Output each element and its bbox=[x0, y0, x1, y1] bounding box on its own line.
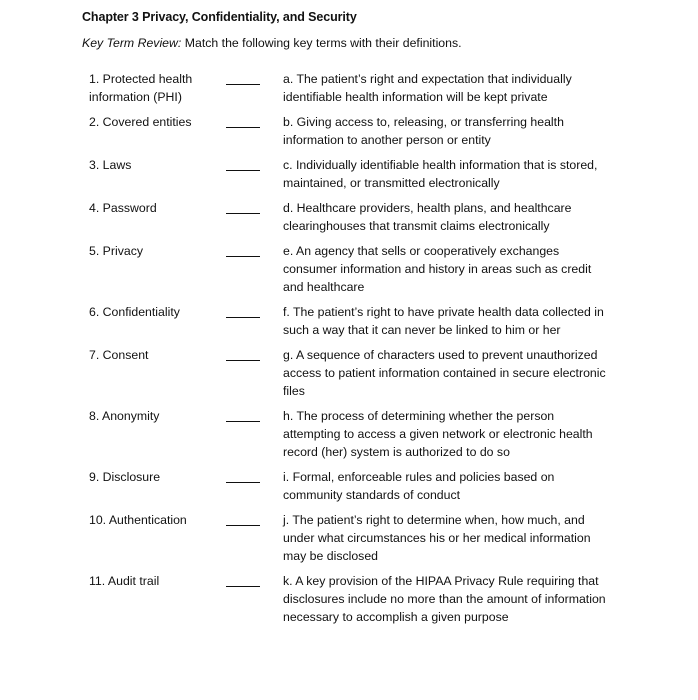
definition-h: h. The process of determining whether the person attempting to access a given network or electronic health record (her) system is authorized to do so bbox=[283, 409, 593, 460]
answer-blank-6[interactable] bbox=[226, 317, 260, 318]
term-11: 11. Audit trail bbox=[89, 574, 160, 588]
term-4: 4. Password bbox=[89, 201, 157, 215]
answer-blank-3[interactable] bbox=[226, 170, 260, 171]
page-title: Chapter 3 Privacy, Confidentiality, and Security bbox=[82, 10, 357, 24]
definition-f: f. The patient’s right to have private health data collected in such a way that it can never be linked to him or her bbox=[283, 305, 604, 338]
answer-blank-8[interactable] bbox=[226, 421, 260, 422]
answer-blank-10[interactable] bbox=[226, 525, 260, 526]
instruction-text: Match the following key terms with their definitions. bbox=[181, 36, 462, 50]
term-5: 5. Privacy bbox=[89, 244, 143, 258]
term-3: 3. Laws bbox=[89, 158, 132, 172]
instruction-label: Key Term Review: bbox=[82, 36, 182, 50]
term-9: 9. Disclosure bbox=[89, 470, 161, 484]
term-8: 8. Anonymity bbox=[89, 409, 160, 423]
term-10: 10. Authentication bbox=[89, 513, 187, 527]
term-7: 7. Consent bbox=[89, 348, 149, 362]
answer-blank-2[interactable] bbox=[226, 127, 260, 128]
term-2: 2. Covered entities bbox=[89, 115, 192, 129]
definition-j: j. The patient’s right to determine when, how much, and under what circumstances his or her medical information may be disclosed bbox=[283, 513, 591, 564]
definition-b: b. Giving access to, releasing, or transferring health information to another person or entity bbox=[283, 115, 564, 148]
instructions bbox=[82, 36, 462, 50]
definition-g: g. A sequence of characters used to prevent unauthorized access to patient information contained in secure electronic files bbox=[283, 348, 606, 399]
definition-i: i. Formal, enforceable rules and policies based on community standards of conduct bbox=[283, 470, 555, 503]
answer-blank-5[interactable] bbox=[226, 256, 260, 257]
answer-blank-11[interactable] bbox=[226, 586, 260, 587]
term-1: 1. Protected health information (PHI) bbox=[89, 72, 193, 104]
definition-c: c. Individually identifiable health information that is stored, maintained, or transmitted electronically bbox=[283, 158, 598, 191]
term-6: 6. Confidentiality bbox=[89, 305, 180, 319]
answer-blank-7[interactable] bbox=[226, 360, 260, 361]
definition-k: k. A key provision of the HIPAA Privacy Rule requiring that disclosures include no more than the amount of information necessary to accomplish a given purpose bbox=[283, 574, 606, 625]
definition-d: d. Healthcare providers, health plans, and healthcare clearinghouses that transmit claims electronically bbox=[283, 201, 572, 234]
answer-blank-4[interactable] bbox=[226, 213, 260, 214]
answer-blank-1[interactable] bbox=[226, 84, 260, 85]
definition-e: e. An agency that sells or cooperatively exchanges consumer information and history in areas such as credit and healthcare bbox=[283, 244, 592, 295]
answer-blank-9[interactable] bbox=[226, 482, 260, 483]
definition-a: a. The patient’s right and expectation that individually identifiable health information will be kept private bbox=[283, 72, 572, 105]
